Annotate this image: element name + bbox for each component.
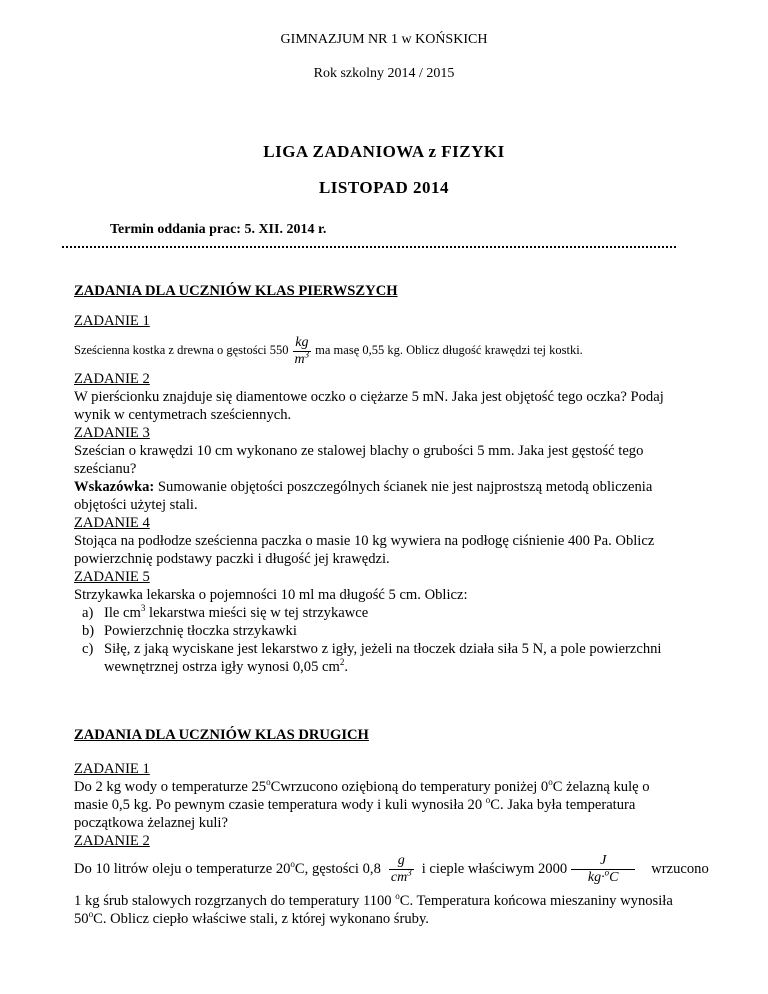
s1-task2-line1: W pierścionku znajduje się diamentowe oczko o ciężarze 5 mN. Jaka jest objętość tego oczka? Podaj — [74, 389, 664, 405]
density-fraction: $\frac{g}{cm^3}$ — [390, 853, 412, 886]
s1-task2-line2: wynik w centymetrach sześciennych. — [74, 407, 292, 423]
s1-task4-label: ZADANIE 4 — [74, 515, 150, 531]
s2-task1-line3: początkowa żelaznej kuli? — [74, 815, 228, 831]
s1-task5-intro: Strzykawka lekarska o pojemności 10 ml ma długość 5 cm. Oblicz: — [74, 587, 468, 603]
school-year: Rok szkolny 2014 / 2015 — [313, 66, 455, 81]
s2-task1-line2: masie 0,5 kg. Po pewnym czasie temperatura wody i kuli wynosiła 20 $^o$C. Jaka była temperatura — [74, 795, 636, 813]
section1-heading: ZADANIA DLA UCZNIÓW KLAS PIERWSZYCH — [74, 283, 398, 299]
section2-heading: ZADANIA DLA UCZNIÓW KLAS DRUGICH — [74, 727, 369, 743]
s2-task2-label: ZADANIE 2 — [74, 833, 150, 849]
deadline: Termin oddania prac: 5. XII. 2014 r. — [110, 222, 327, 237]
list-item-a: a) Ile $cm^3$ lekarstwa mieści się w tej strzykawce — [82, 603, 369, 621]
list-item-b: b) Powierzchnię tłoczka strzykawki — [82, 623, 297, 639]
s1-task4-line1: Stojąca na podłodze sześcienna paczka o masie 10 kg wywiera na podłogę ciśnienie 400 Pa. Oblicz — [74, 533, 655, 549]
s1-task4-line2: powierzchnię podstawy paczki i długość jej krawędzi. — [74, 551, 390, 567]
document-month: LISTOPAD 2014 — [318, 178, 450, 197]
s2-task2-line2: 1 kg śrub stalowych rozgrzanych do temperatury 1100 $^o$C. Temperatura końcowa mieszaniny wynosiła — [74, 891, 673, 909]
s1-task1-label: ZADANIE 1 — [74, 313, 150, 329]
list-item-c: c) Siłę, z jaką wyciskane jest lekarstwo z igły, jeżeli na tłoczek działa siła 5 N, a pole powierzchni — [82, 641, 662, 657]
specific-heat-fraction: $\frac{J}{kg\cdot^oC}$ — [571, 853, 635, 886]
s2-task2-line1: Do 10 litrów oleju o temperaturze 20$^o$C, gęstości 0,8 $\frac{g}{cm^3}$ i cieple właściwym 2000 $\frac{J}{kg\cdot^oC}$ wrzucono — [74, 853, 709, 886]
s1-task3-hint-line2: objętości użytej stali. — [74, 497, 198, 513]
density-unit-fraction: $\frac{kg}{m^3}$ — [294, 334, 310, 367]
dotted-divider — [62, 246, 676, 248]
school-name: GIMNAZJUM NR 1 w KOŃSKICH — [280, 32, 488, 47]
s1-task3-line2: sześcianu? — [74, 461, 137, 477]
s2-task2-line3: 50$^o$C. Oblicz ciepło właściwe stali, z której wykonano śruby. — [74, 909, 429, 927]
s1-task5-label: ZADANIE 5 — [74, 569, 150, 585]
s1-task3-label: ZADANIE 3 — [74, 425, 150, 441]
document-title: LIGA ZADANIOWA z FIZYKI — [263, 142, 505, 161]
s1-task1-text: Sześcienna kostka z drewna o gęstości 550 $\frac{kg}{m^3}$ ma masę 0,55 kg. Oblicz długość krawędzi tej kostki. — [74, 334, 583, 367]
hint-label: Wskazówka: — [74, 479, 155, 495]
s1-task3-hint-line1: Wskazówka: Sumowanie objętości poszczególnych ścianek nie jest najprostszą metodą obliczenia — [74, 479, 653, 495]
s1-task3-line1: Sześcian o krawędzi 10 cm wykonano ze stalowej blachy o grubości 5 mm. Jaka jest gęstość tego — [74, 443, 644, 459]
s2-task1-line1: Do 2 kg wody o temperaturze 25$^o$Cwrzucono oziębioną do temperatury poniżej 0$^o$C żelazną kulę o — [74, 777, 650, 795]
s1-task2-label: ZADANIE 2 — [74, 371, 150, 387]
s2-task1-label: ZADANIE 1 — [74, 761, 150, 777]
list-item-c-line2: wewnętrznej ostrza igły wynosi 0,05 $cm^2$. — [104, 657, 349, 675]
